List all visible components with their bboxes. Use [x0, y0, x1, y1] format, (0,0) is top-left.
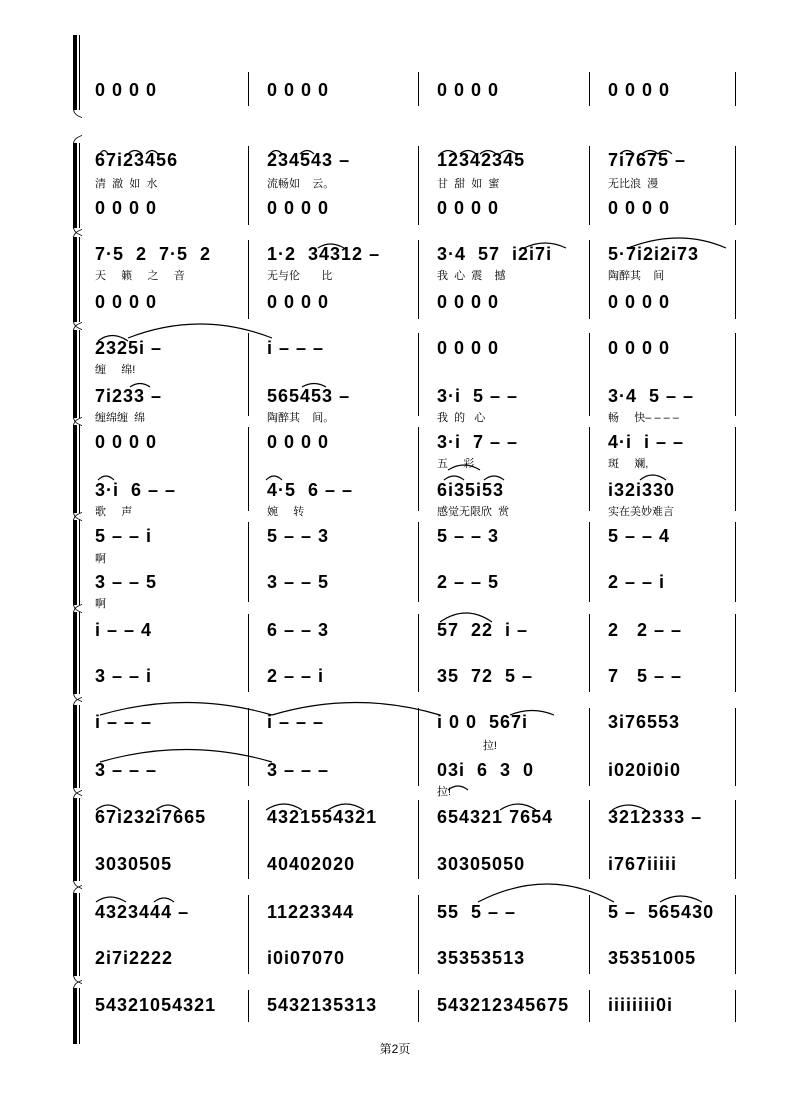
lyric-text: 拉! [437, 786, 452, 798]
barline [248, 990, 249, 1022]
notation-measure: 2 – – i [267, 666, 325, 686]
notation-measure: 35353513 [437, 948, 526, 968]
barline [589, 990, 590, 1022]
barline [248, 146, 249, 225]
barline [418, 708, 419, 786]
lyric-text: 我 心 震 撼 [437, 270, 506, 282]
notation-measure: 3·i 7 – – [437, 432, 519, 452]
notation-measure: 2 – – 5 [437, 572, 500, 592]
barline [248, 895, 249, 974]
notation-measure: 565453 – [267, 386, 351, 406]
notation-measure: i020i0i0 [608, 760, 682, 780]
notation-measure: 35351005 [608, 948, 697, 968]
system-bracket [73, 143, 81, 228]
notation-measure: 2325i – [95, 338, 163, 358]
notation-measure: 2 – – i [608, 572, 666, 592]
lyric-text: 啊 [95, 553, 106, 565]
notation-measure: 0 0 0 0 [95, 432, 158, 452]
barline [248, 427, 249, 511]
barline [418, 614, 419, 692]
barline [589, 800, 590, 879]
system-bracket [73, 237, 81, 322]
barline [248, 708, 249, 786]
notation-measure: 5432135313 [267, 995, 378, 1015]
notation-measure: 0 0 0 0 [95, 292, 158, 312]
lyric-text: 啊 [95, 598, 106, 610]
lyric-text: 天 籁 之 音 [95, 270, 185, 282]
notation-measure: 0 0 0 0 [608, 292, 671, 312]
system-bracket [73, 612, 81, 694]
barline [418, 522, 419, 602]
notation-measure: 0 0 0 0 [267, 80, 330, 100]
lyric-text: 拉! [437, 740, 497, 752]
lyric-text: 歌 声 [95, 506, 133, 518]
notation-measure: 3 – – – [95, 760, 158, 780]
notation-measure: 5 – – 3 [267, 526, 330, 546]
tie [128, 324, 272, 338]
barline [418, 427, 419, 511]
notation-measure: 3·i 6 – – [95, 480, 177, 500]
notation-measure: 12342345 [437, 150, 526, 170]
notation-measure: 0 0 0 0 [267, 292, 330, 312]
notation-measure: i – – – [267, 712, 325, 732]
notation-measure: 5 – – i [95, 526, 153, 546]
notation-measure: 5 – – 4 [608, 526, 671, 546]
notation-measure: 30305050 [437, 854, 526, 874]
notation-measure: 67i23456 [95, 150, 179, 170]
notation-measure: 4·5 6 – – [267, 480, 354, 500]
notation-measure: 54321054321 [95, 995, 217, 1015]
barline [589, 522, 590, 602]
lyric-text: 流畅如 云。 [267, 178, 335, 190]
barline [589, 146, 590, 225]
notation-measure: 7 5 – – [608, 666, 683, 686]
lyric-text: 五 彩 [437, 458, 475, 470]
barline [735, 614, 736, 692]
notation-measure: 57 22 i – [437, 620, 529, 640]
notation-measure: 0 0 0 0 [437, 80, 500, 100]
notation-measure: i0i07070 [267, 948, 346, 968]
notation-measure: 234543 – [267, 150, 351, 170]
notation-measure: 0 0 0 0 [267, 198, 330, 218]
notation-measure: i32i330 [608, 480, 676, 500]
notation-measure: 2 2 – – [608, 620, 683, 640]
lyric-text: 斑 斓, [608, 458, 649, 470]
system-bracket [73, 798, 81, 881]
notation-measure: 3 – – i [95, 666, 153, 686]
barline [735, 708, 736, 786]
notation-measure: 4321554321 [267, 807, 378, 827]
barline [418, 895, 419, 974]
system-bracket [73, 705, 81, 788]
system-bracket [73, 35, 81, 110]
notation-measure: 0 0 0 0 [608, 338, 671, 358]
barline [589, 240, 590, 319]
lyric-text: 我 的 心 [437, 412, 486, 424]
notation-measure: 0 0 0 0 [437, 292, 500, 312]
notation-measure: 654321 7654 [437, 807, 554, 827]
notation-measure: 5 – – 3 [437, 526, 500, 546]
barline [589, 72, 590, 106]
barline [735, 72, 736, 106]
notation-measure: 7i233 – [95, 386, 163, 406]
notation-measure: 4323444 – [95, 902, 190, 922]
notation-measure: 35 72 5 – [437, 666, 534, 686]
notation-measure: 5·7i2i2i73 [608, 244, 700, 264]
lyric-text: 清 澈 如 水 [95, 178, 158, 190]
notation-measure: 3i76553 [608, 712, 681, 732]
notation-measure: 0 0 0 0 [95, 80, 158, 100]
notation-measure: 0 0 0 0 [437, 338, 500, 358]
barline [248, 240, 249, 319]
notation-measure: 3030505 [95, 854, 173, 874]
lyric-text: 无比浪 漫 [608, 178, 659, 190]
barline [589, 333, 590, 416]
lyric-text: 缠 绵! [95, 364, 136, 376]
system-bracket [73, 893, 81, 976]
notation-measure: 0 0 0 0 [267, 432, 330, 452]
notation-measure: 03i 6 3 0 [437, 760, 535, 780]
notation-measure: iiiiiiii0i [608, 995, 674, 1015]
notation-measure: 7i7675 – [608, 150, 687, 170]
barline [589, 895, 590, 974]
tie [478, 884, 614, 902]
lyric-text: 畅 快– – – – [608, 412, 679, 424]
barline [248, 72, 249, 106]
notation-measure: i767iiiii [608, 854, 678, 874]
notation-measure: 0 0 0 0 [95, 198, 158, 218]
system-bracket [73, 425, 81, 513]
barline [418, 333, 419, 416]
lyric-text: 感觉无限欣 赏 [437, 506, 510, 518]
notation-measure: 11223344 [267, 902, 355, 922]
barline [735, 333, 736, 416]
lyric-text: 陶醉其 间 [608, 270, 665, 282]
notation-measure: 1·2 34312 – [267, 244, 381, 264]
barline [735, 146, 736, 225]
barline [735, 427, 736, 511]
barline [735, 522, 736, 602]
notation-measure: 2i7i2222 [95, 948, 174, 968]
notation-measure: 7·5 2 7·5 2 [95, 244, 212, 264]
lyric-text: 甘 甜 如 蜜 [437, 178, 500, 190]
notation-measure: 3·4 57 i2i7i [437, 244, 553, 264]
notation-measure: 3 – – 5 [267, 572, 330, 592]
notation-measure: 5 – 565430 [608, 902, 715, 922]
system-bracket [73, 330, 81, 418]
notation-measure: i – – 4 [95, 620, 153, 640]
notation-measure: 3 – – – [267, 760, 330, 780]
lyric-text: 无与伦 比 [267, 270, 333, 282]
notation-measure: 0 0 0 0 [437, 198, 500, 218]
notation-measure: 6i35i53 [437, 480, 505, 500]
notation-measure: 3·4 5 – – [608, 386, 695, 406]
lyric-text: 缠绵缠 绵 [95, 412, 146, 424]
barline [248, 614, 249, 692]
barline [735, 990, 736, 1022]
system-bracket [73, 988, 81, 1044]
lyric-text: 实在美妙难言 [608, 506, 674, 518]
notation-measure: 3212333 – [608, 807, 703, 827]
barline [735, 895, 736, 974]
barline [418, 146, 419, 225]
barline [418, 800, 419, 879]
notation-measure: i – – – [267, 338, 325, 358]
page-footer: 第2页 [379, 1042, 411, 1056]
notation-measure: 3·i 5 – – [437, 386, 519, 406]
barline [248, 333, 249, 416]
barline [418, 990, 419, 1022]
notation-measure: 6 – – 3 [267, 620, 330, 640]
barline [418, 240, 419, 319]
barline [589, 708, 590, 786]
barline [418, 72, 419, 106]
barline [735, 240, 736, 319]
barline [248, 800, 249, 879]
notation-measure: i 0 0 567i [437, 712, 529, 732]
barline [589, 427, 590, 511]
notation-measure: 0 0 0 0 [608, 80, 671, 100]
notation-measure: 543212345675 [437, 995, 570, 1015]
barline [735, 800, 736, 879]
lyric-text: 陶醉其 间。 [267, 412, 335, 424]
notation-measure: 40402020 [267, 854, 356, 874]
notation-measure: i – – – [95, 712, 153, 732]
notation-measure: 67i232i7665 [95, 807, 207, 827]
notation-measure: 4·i i – – [608, 432, 685, 452]
barline [589, 614, 590, 692]
barline [248, 522, 249, 602]
system-bracket [73, 520, 81, 605]
lyric-text: 婉 转 [267, 506, 305, 518]
notation-measure: 55 5 – – [437, 902, 517, 922]
notation-measure: 3 – – 5 [95, 572, 158, 592]
notation-measure: 0 0 0 0 [608, 198, 671, 218]
